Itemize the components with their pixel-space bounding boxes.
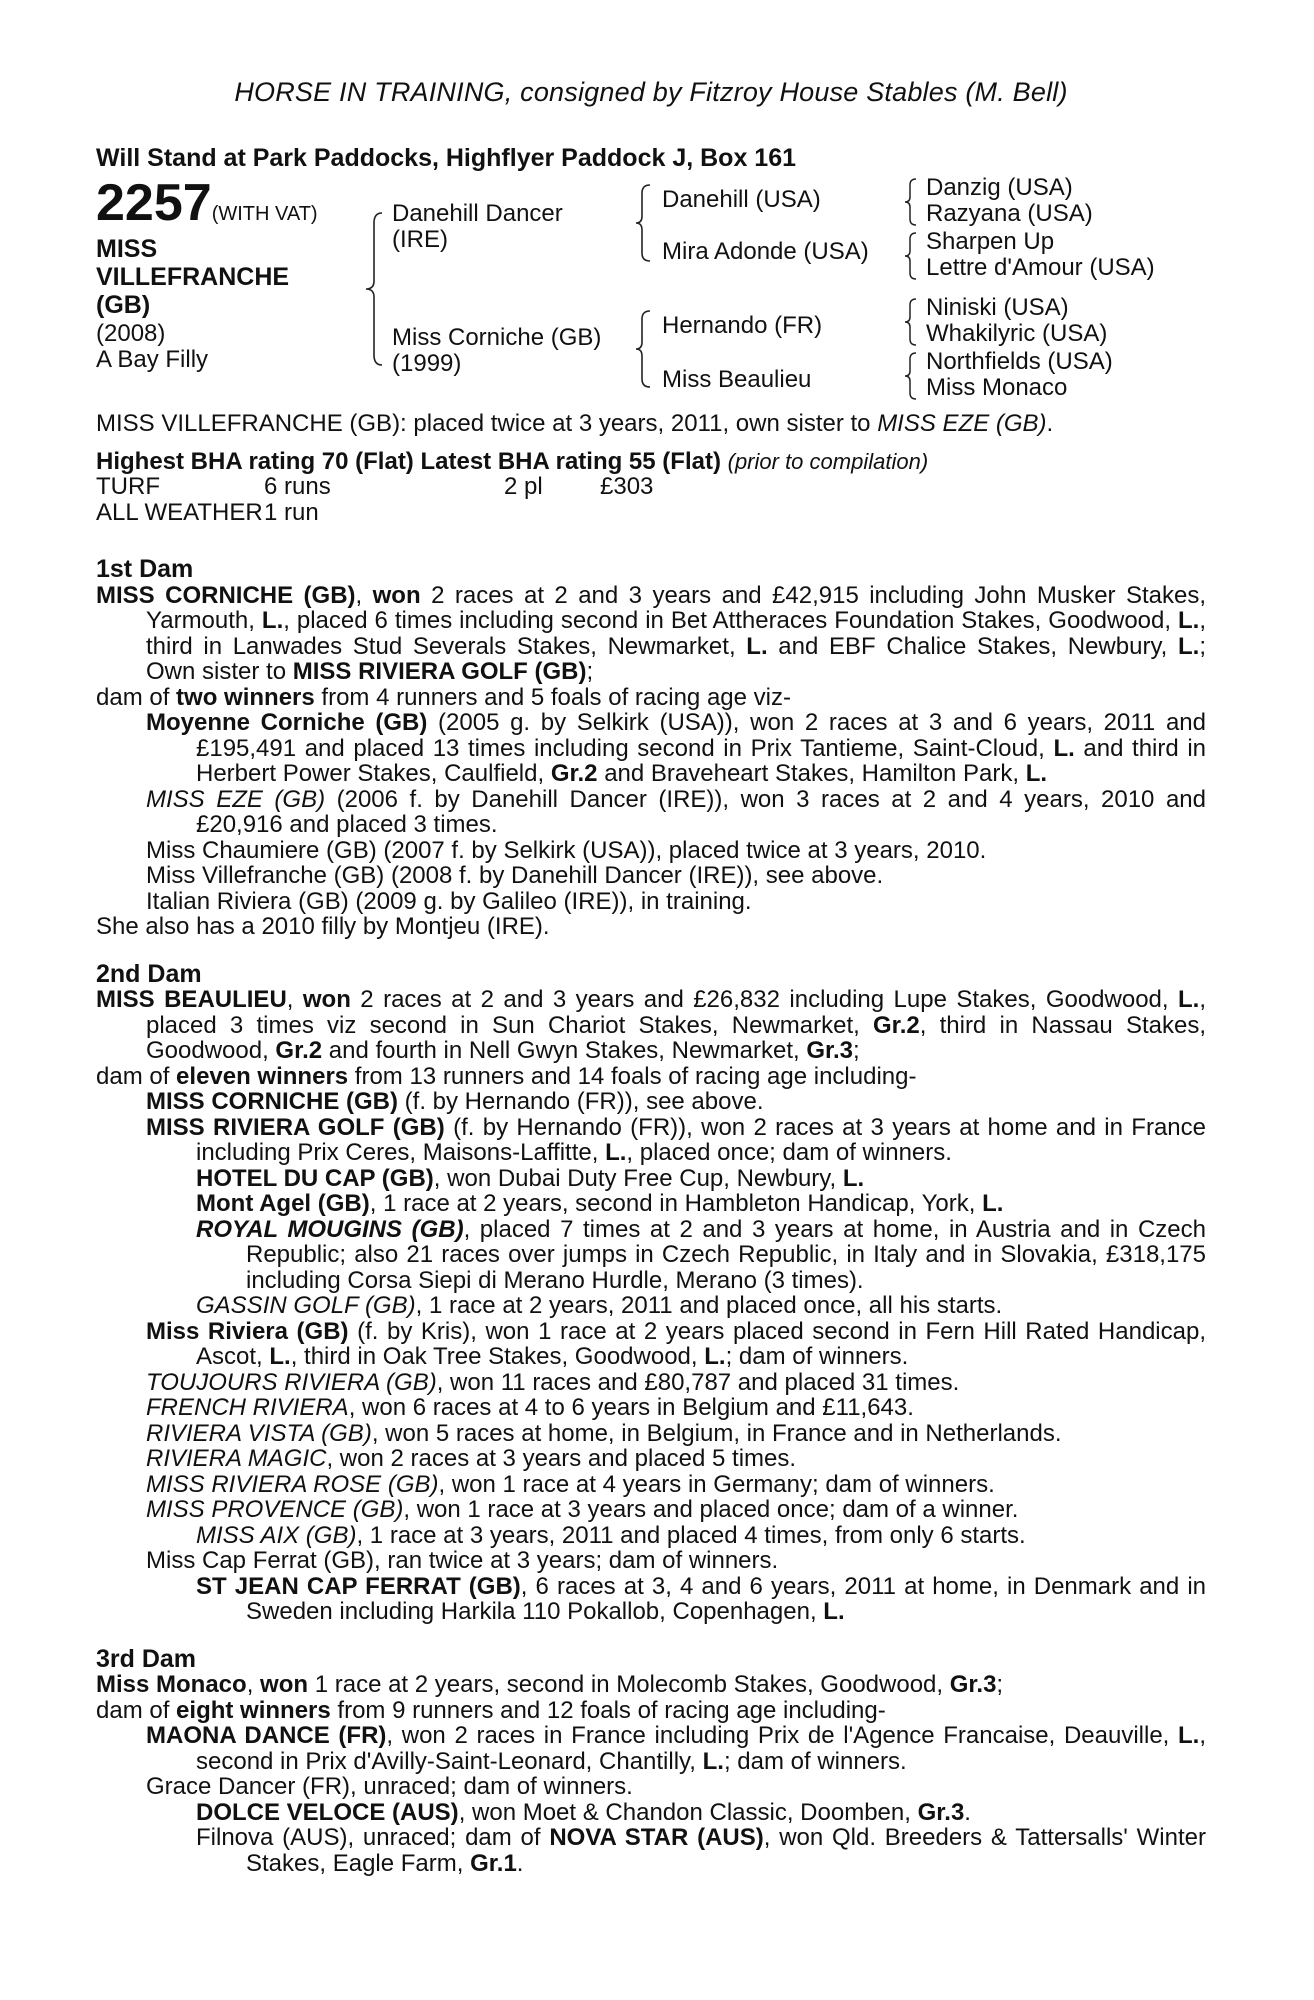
d2-m: MISS PROVENCE (GB), won 1 race at 3 years and placed once; dam of a winner. bbox=[146, 1496, 1019, 1523]
gg3-bracket bbox=[902, 297, 920, 347]
d2-p: ST JEAN CAP FERRAT (GB), 6 races at 3, 4 and 6 years, 2011 at home, in Denmark and in Sweden including Harkila 110 Pokallob, Copenhagen, L. bbox=[196, 1572, 1207, 1625]
lot-number: 2257(WITH VAT) bbox=[96, 174, 318, 232]
sire-dam-bracket bbox=[360, 209, 390, 369]
progeny-5: Italian Riviera (GB) (2009 g. by Galileo (IRE)), in training. bbox=[146, 887, 752, 915]
gg4-bracket bbox=[902, 351, 920, 401]
dam: Miss Corniche (GB) bbox=[392, 324, 602, 351]
d2-c: HOTEL DU CAP (GB), won Dubai Duty Free Cup, Newbury, L. bbox=[196, 1164, 865, 1192]
turf-row: TURF 6 runs 2 pl £303 bbox=[96, 473, 654, 500]
gg1-bracket bbox=[902, 177, 920, 227]
d2-a: MISS CORNICHE (GB) (f. by Hernando (FR)), see above. bbox=[146, 1088, 764, 1115]
horse-name-2: VILLEFRANCHE bbox=[96, 263, 290, 291]
ggs-7: Northfields (USA) bbox=[926, 348, 1113, 375]
page-heading: HORSE IN TRAINING, consigned by Fitzroy House Stables (M. Bell) bbox=[234, 77, 1068, 107]
horse-year: (2008) bbox=[96, 320, 166, 347]
rating-line: Highest BHA rating 70 (Flat) Latest BHA rating 55 (Flat) (prior to compilation) bbox=[96, 447, 929, 475]
aw-row: ALL WEATHER 1 run bbox=[96, 498, 319, 526]
d2-g: Miss Riviera (GB) (f. by Kris), won 1 race at 2 years placed second in Fern Hill Rated Handicap, Ascot, L., third in Oak Tree Stakes, Goodwood, L.; dam of winners. bbox=[146, 1317, 1206, 1370]
ggs-6: Whakilyric (USA) bbox=[926, 320, 1108, 347]
progeny-2: MISS EZE (GB) (2006 f. by Danehill Dancer (IRE)), won 3 races at 2 and 4 years, 2010 and £20,916 and placed 3 times. bbox=[146, 785, 1206, 838]
sire: Danehill Dancer bbox=[392, 200, 563, 227]
ggs-4: Lettre d'Amour (USA) bbox=[926, 254, 1155, 281]
d3-b: Grace Dancer (FR), unraced; dam of winners. bbox=[146, 1773, 633, 1800]
second-dam-section bbox=[96, 959, 1207, 1625]
second-dam-record: MISS BEAULIEU, won 2 races at 2 and 3 years and £26,832 including Lupe Stakes, Goodwood, L., placed 3 times viz second in Sun Chariot Stakes, Newmarket, Gr.2, third in Nassau Stakes, Goodwood, Gr.2 and fourth in Nell Gwyn Stakes, Newmarket, Gr.3; bbox=[96, 986, 1206, 1064]
first-dam-record: MISS CORNICHE (GB), won 2 races at 2 and 3 years and £42,915 including John Musker Stakes, Yarmouth, L., placed 6 times including second in Bet Attheraces Foundation Stakes, Goodwood, L., third in Lanwades Stud Severals Stakes, Newmarket, L. and EBF Chalice Stakes, Newbury, L.; Own sister to MISS RIVIERA GOLF (GB); bbox=[96, 581, 1207, 685]
ggs-8: Miss Monaco bbox=[926, 374, 1068, 401]
d2-k: RIVIERA MAGIC, won 2 races at 3 years and placed 5 times. bbox=[146, 1445, 797, 1472]
d2-b: MISS RIVIERA GOLF (GB) (f. by Hernando (FR)), won 2 races at 3 years at home and in France including Prix Ceres, Maisons-Laffitte, L., placed once; dam of winners. bbox=[146, 1113, 1206, 1166]
third-dam-record: Miss Monaco, won 1 race at 2 years, second in Molecomb Stakes, Goodwood, Gr.3; bbox=[96, 1671, 1004, 1698]
ggs-5: Niniski (USA) bbox=[926, 294, 1069, 321]
third-dam-heading: 3rd Dam bbox=[96, 1644, 197, 1673]
d2-l: MISS RIVIERA ROSE (GB), won 1 race at 4 years in Germany; dam of winners. bbox=[146, 1470, 995, 1498]
d2-n: MISS AIX (GB), 1 race at 3 years, 2011 and placed 4 times, from only 6 starts. bbox=[196, 1521, 1026, 1549]
sire-parents-bracket bbox=[632, 183, 656, 263]
d3-c: DOLCE VELOCE (AUS), won Moet & Chandon Classic, Doomben, Gr.3. bbox=[196, 1798, 971, 1826]
first-dam-summary: dam of two winners from 4 runners and 5 foals of racing age viz- bbox=[96, 683, 791, 711]
d2-f: GASSIN GOLF (GB), 1 race at 2 years, 2011 and placed once, all his starts. bbox=[196, 1292, 1003, 1319]
ggs-1: Danzig (USA) bbox=[926, 174, 1073, 201]
sire-origin: (IRE) bbox=[392, 226, 448, 253]
horse-name-1: MISS bbox=[96, 235, 158, 263]
d2-d: Mont Agel (GB), 1 race at 2 years, second in Hambleton Handicap, York, L. bbox=[196, 1190, 1004, 1217]
progeny-4: Miss Villefranche (GB) (2008 f. by Danehill Dancer (IRE)), see above. bbox=[146, 862, 884, 889]
dam-dam: Miss Beaulieu bbox=[662, 366, 812, 393]
d2-o: Miss Cap Ferrat (GB), ran twice at 3 years; dam of winners. bbox=[146, 1547, 779, 1574]
d2-h: TOUJOURS RIVIERA (GB), won 11 races and £80,787 and placed 31 times. bbox=[146, 1368, 960, 1396]
pedigree-block bbox=[96, 171, 1206, 401]
horse-desc: A Bay Filly bbox=[96, 346, 209, 373]
ggs-2: Razyana (USA) bbox=[926, 200, 1093, 227]
d3-d: Filnova (AUS), unraced; dam of NOVA STAR (AUS), won Qld. Breeders & Tattersalls' Winter Stakes, Eagle Farm, Gr.1. bbox=[196, 1824, 1206, 1877]
summary: MISS VILLEFRANCHE (GB): placed twice at 3 years, 2011, own sister to MISS EZE (GB). bbox=[96, 410, 1054, 437]
first-dam-heading: 1st Dam bbox=[96, 555, 194, 583]
progeny-1: Moyenne Corniche (GB) (2005 g. by Selkirk (USA)), won 2 races at 3 and 6 years, 2011 and £195,491 and placed 13 times including second in Prix Tantieme, Saint-Cloud, L. and third in Herbert Power Stakes, Caulfield, Gr.2 and Braveheart Stakes, Hamilton Park, L. bbox=[146, 709, 1207, 787]
progeny-3: Miss Chaumiere (GB) (2007 f. by Selkirk (USA)), placed twice at 3 years, 2010. bbox=[146, 836, 987, 864]
stand-location: Will Stand at Park Paddocks, Highflyer Paddock J, Box 161 bbox=[96, 143, 796, 172]
dam-year: (1999) bbox=[392, 350, 462, 377]
first-dam-also: She also has a 2010 filly by Montjeu (IRE). bbox=[96, 913, 550, 940]
d2-e: ROYAL MOUGINS (GB), placed 7 times at 2 and 3 years at home, in Austria and in Czech Republic; also 21 races over jumps in Czech Republic, in Italy and in Slovakia, £318,175 including Corsa Siepi di Merano Hurdle, Merano (3 times). bbox=[196, 1215, 1206, 1294]
d2-i: FRENCH RIVIERA, won 6 races at 4 to 6 years in Belgium and £11,643. bbox=[146, 1394, 914, 1421]
second-dam-summary: dam of eleven winners from 13 runners and 14 foals of racing age including- bbox=[96, 1062, 917, 1090]
d2-j: RIVIERA VISTA (GB), won 5 races at home, in Belgium, in France and in Netherlands. bbox=[146, 1419, 1062, 1447]
first-dam-section bbox=[96, 557, 1206, 940]
third-dam-section bbox=[96, 1644, 1207, 1877]
second-dam-heading: 2nd Dam bbox=[96, 959, 202, 988]
d3-a: MAONA DANCE (FR), won 2 races in France including Prix de l'Agence Francaise, Deauville, L., second in Prix d'Avilly-Saint-Leonard, Chantilly, L.; dam of winners. bbox=[146, 1722, 1207, 1775]
dam-sire: Hernando (FR) bbox=[662, 312, 823, 339]
horse-name-3: (GB) bbox=[96, 291, 151, 319]
sire-dam: Mira Adonde (USA) bbox=[662, 238, 869, 265]
sire-sire: Danehill (USA) bbox=[662, 186, 821, 213]
dam-parents-bracket bbox=[632, 309, 656, 389]
third-dam-summary: dam of eight winners from 9 runners and 12 foals of racing age including- bbox=[96, 1696, 886, 1724]
ggs-3: Sharpen Up bbox=[926, 228, 1055, 255]
gg2-bracket bbox=[902, 231, 920, 281]
